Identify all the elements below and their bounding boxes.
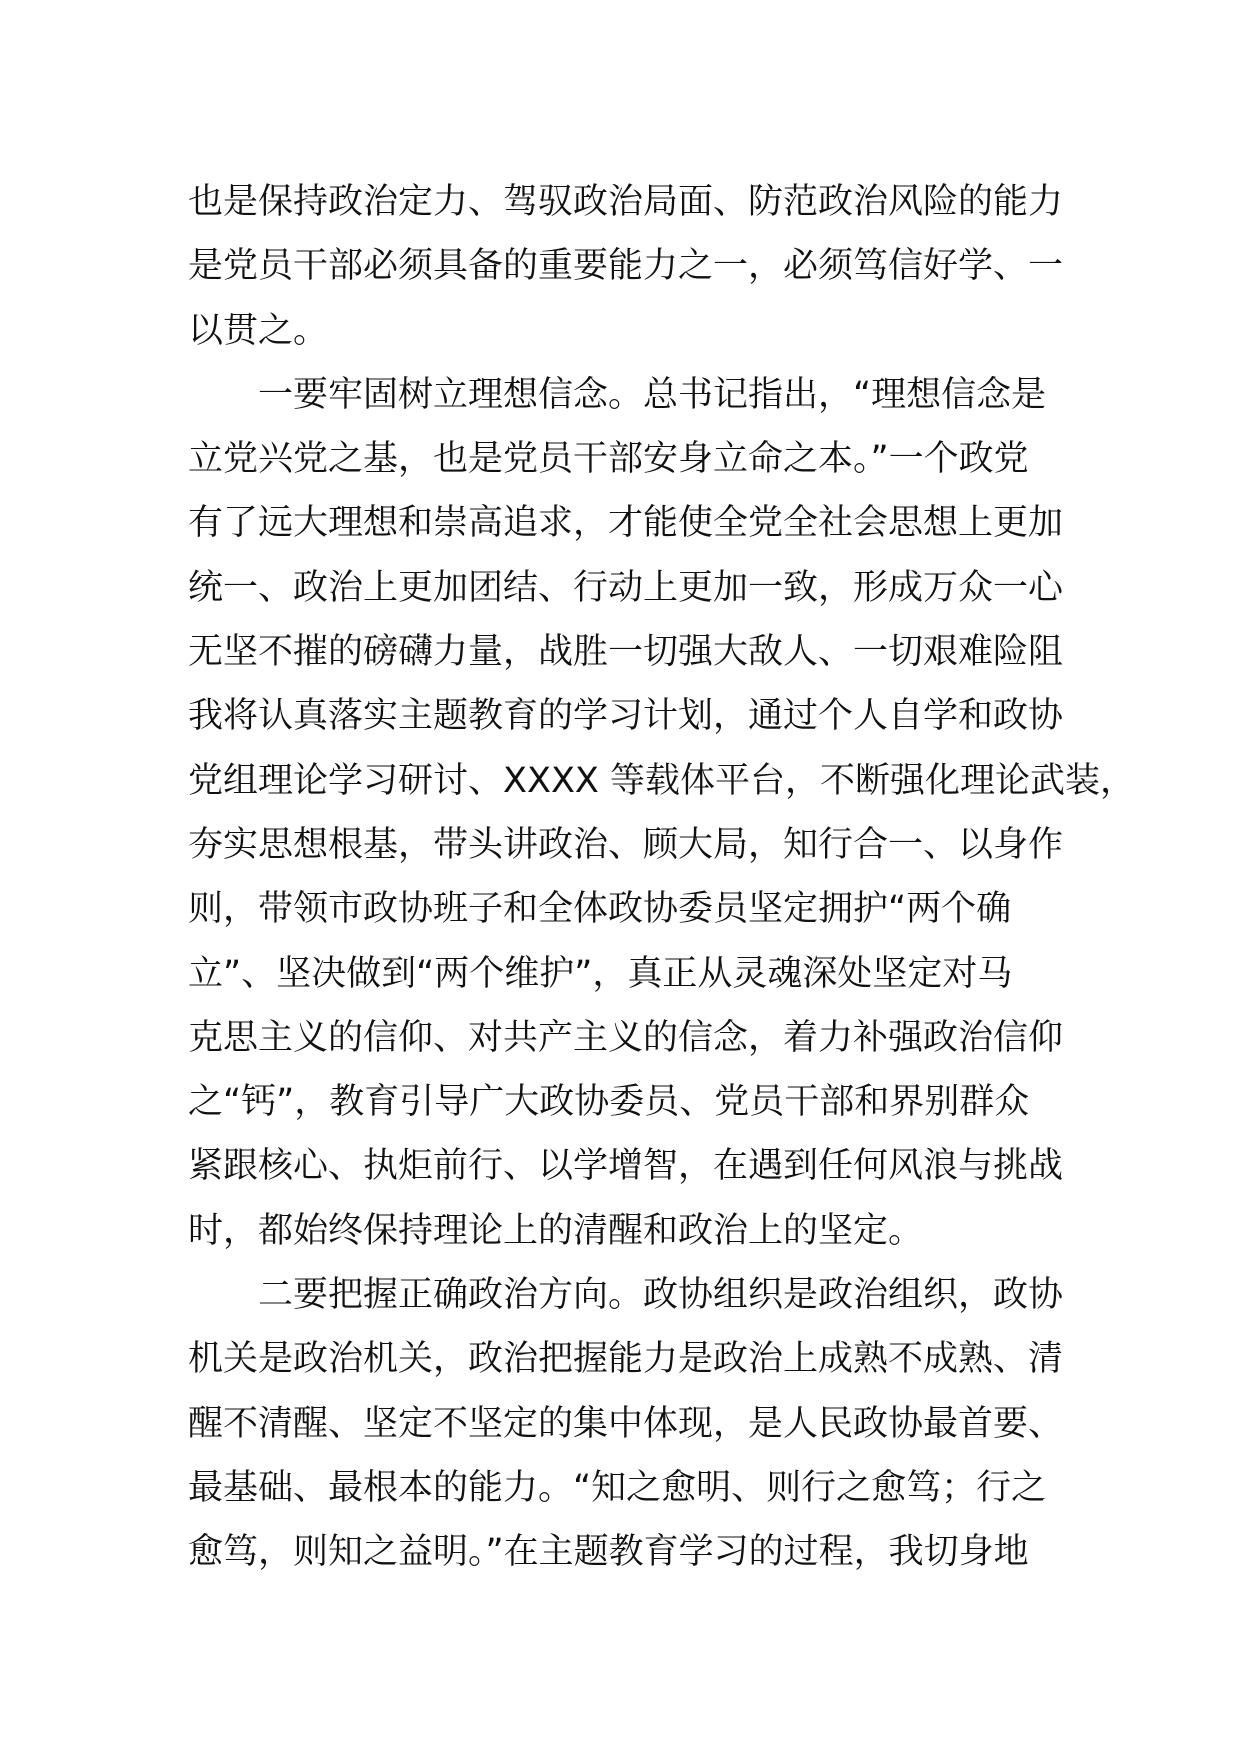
text-line: 立党兴党之基，也是党员干部安身立命之本。”一个政党	[188, 439, 1029, 480]
text-line: 有了远大理想和崇高追求，才能使全党全社会思想上更加	[188, 503, 1064, 544]
text-line: 党组理论学习研讨、XXXX 等载体平台，不断强化理论武装，	[188, 760, 1136, 801]
text-line: 时，都始终保持理论上的清醒和政治上的坚定。	[188, 1210, 924, 1251]
paragraph-start-line: 二要把握正确政治方向。政协组织是政治组织，政协	[258, 1275, 1064, 1316]
text-line: 则，带领市政协班子和全体政协委员坚定拥护“两个确	[188, 889, 1012, 930]
text-line: 克思主义的信仰、对共产主义的信念，着力补强政治信仰	[188, 1017, 1064, 1058]
document-body	[188, 170, 1136, 1585]
text-line: 以贯之。	[188, 310, 329, 351]
text-line: 夯实思想根基，带头讲政治、顾大局，知行合一、以身作	[188, 824, 1064, 865]
text-line: 之“钙”，教育引导广大政协委员、党员干部和界别群众	[188, 1082, 1030, 1123]
text-line: 机关是政治机关，政治把握能力是政治上成熟不成熟、清	[188, 1339, 1064, 1380]
paragraph-start-line: 一要牢固树立理想信念。总书记指出，“理想信念是	[258, 374, 1047, 415]
text-line: 醒不清醒、坚定不坚定的集中体现，是人民政协最首要、	[188, 1403, 1064, 1444]
text-line: 立”、坚决做到“两个维护”，真正从灵魂深处坚定对马	[188, 953, 1013, 994]
text-line: 我将认真落实主题教育的学习计划，通过个人自学和政协	[188, 696, 1064, 737]
text-line: 是党员干部必须具备的重要能力之一，必须笃信好学、一	[188, 246, 1064, 287]
text-line: 也是保持政治定力、驾驭政治局面、防范政治风险的能力	[188, 182, 1064, 222]
text-line: 紧跟核心、执炬前行、以学增智，在遇到任何风浪与挑战	[188, 1146, 1064, 1187]
text-line: 统一、政治上更加团结、行动上更加一致，形成万众一心	[188, 567, 1064, 608]
text-line: 无坚不摧的磅礴力量，战胜一切强大敌人、一切艰难险阻	[188, 632, 1064, 673]
text-line: 最基础、最根本的能力。“知之愈明、则行之愈笃；行之	[188, 1467, 1047, 1508]
text-line: 愈笃，则知之益明。”在主题教育学习的过程，我切身地	[188, 1532, 1029, 1573]
